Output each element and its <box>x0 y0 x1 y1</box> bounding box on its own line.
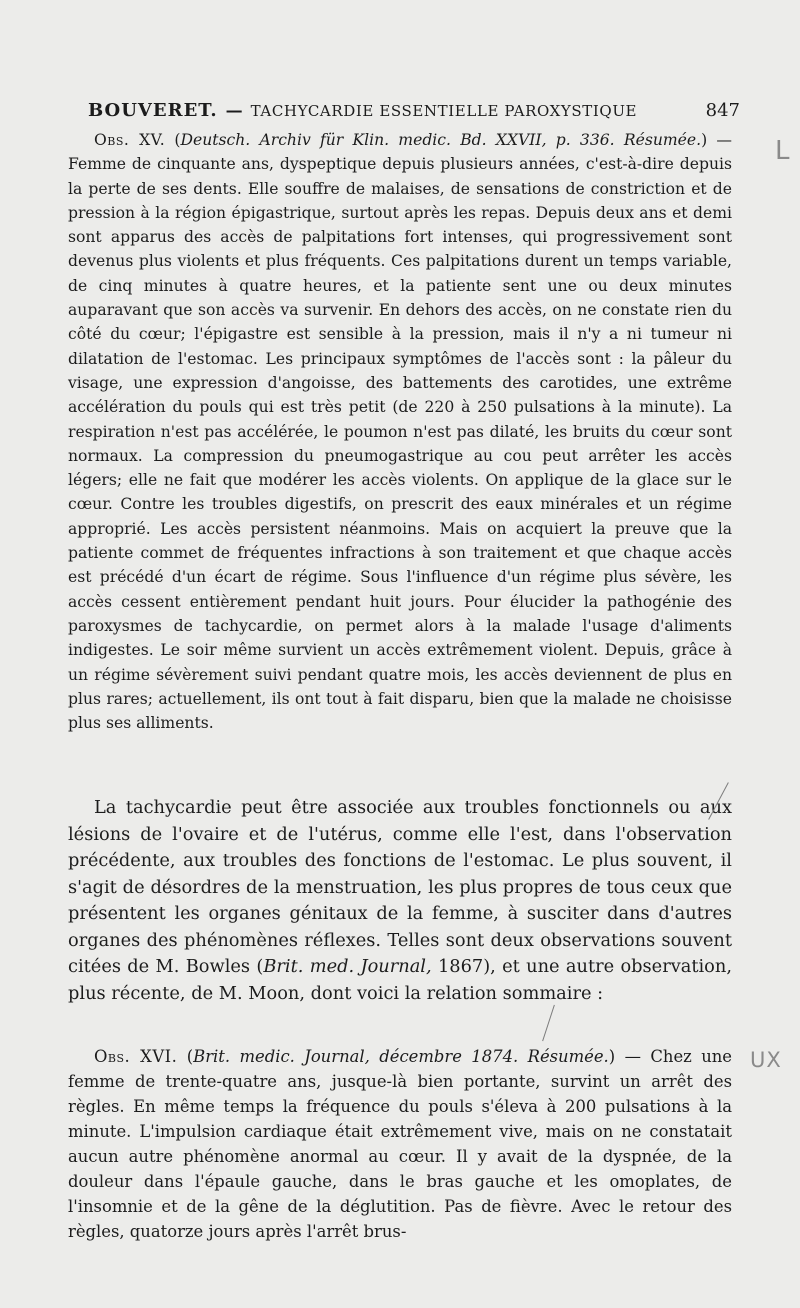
paragraph-text-after: 1867), et une autre observation, plus récente, de M. Moon, dont voici la relation sommaire : <box>68 956 732 1004</box>
author-name: BOUVERET. <box>88 100 218 121</box>
source-close-paren: ) <box>608 1047 616 1066</box>
source-open-paren: ( <box>174 131 181 149</box>
running-head <box>88 100 740 122</box>
observation-text: — Femme de cinquante ans, dyspeptique depuis plusieurs années, c'est-à-dire depuis la perte de ses dents. Elle souffre de malaises, de sensations de constriction et de pression à la région épigastrique, surtout après les repas. Depuis deux ans et demi sont apparus des accès de palpitations fort intenses, qui progressivement sont devenus plus violents et plus fréquents. Ces palpitations durent un temps variable, de cinq minutes à quatre heures, et la patiente sent une ou deux minutes auparavant que son accès va survenir. En dehors des accès, on ne constate rien du côté du cœur; l'épigastre est sensible à la pression, mais il n'y a ni tumeur ni dilatation de l'estomac. Les principaux symptômes de l'accès sont : la pâleur du visage, une expression d'angoisse, des battements des carotides, une extrême accélération du pouls qui est très petit (de 220 à 250 pulsations à la minute). La respiration n'est pas accélérée, le poumon n'est pas dilaté, les bruits du cœur sont normaux. La compression du pneumogastrique au cou peut arrêter les accès légers; elle ne fait que modérer les accès violents. On applique de la glace sur le cœur. Contre les troubles digestifs, on prescrit des eaux minérales et un régime approprié. Les accès persistent néanmoins. Mais on acquiert la preuve que la patiente commet de fréquentes infractions à son traitement et que chaque accès est précédé d'un écart de régime. Sous l'influence d'un régime plus sévère, les accès cessent entièrement pendant huit jours. Pour élucider la pathogénie des paroxysmes de tachycardie, on permet alors à la malade l'usage d'aliments indigestes. Le soir même survient un accès extrêmement violent. Depuis, grâce à un régime sévèrement suivi pendant quatre mois, les accès deviennent de plus en plus rares; actuellement, ils ont tout à fait disparu, bien que la malade ne choisisse plus ses alliments. <box>68 131 732 733</box>
source-open-paren: ( <box>186 1047 194 1066</box>
paragraph-text-before: La tachycardie peut être associée aux troubles fonctionnels ou aux lésions de l'ovaire et de l'utérus, comme elle l'est, dans l'observation précédente, aux troubles des fonctions de l'estomac. Le plus souvent, il s'agit de désordres de la menstruation, les plus propres de tous ceux que présentent les organes génitaux de la femme, à susciter dans d'autres organes des phénomènes réflexes. Telles sont deux observations souvent citées de M. Bowles ( <box>68 797 732 977</box>
main-paragraph <box>68 795 732 1007</box>
source-close-paren: ) <box>701 131 708 149</box>
observation-15 <box>68 128 732 735</box>
page-number: 847 <box>705 100 740 121</box>
chapter-title: TACHYCARDIE ESSENTIELLE PAROXYSTIQUE <box>250 102 638 120</box>
observation-label: Obs. XV. <box>94 131 166 149</box>
observation-source: Deutsch. Archiv für Klin. medic. Bd. XXVII, p. 336. Résumée. <box>180 131 702 149</box>
pencil-check-mark-icon <box>542 1005 555 1041</box>
margin-pencil-mark-icon: L <box>775 136 790 166</box>
observation-16 <box>68 1044 732 1244</box>
observation-text: — Chez une femme de trente-quatre ans, jusque-là bien portante, survint un arrêt des règles. En même temps la fréquence du pouls s'éleva à 200 pulsations à la minute. L'impulsion cardiaque était extrêmement vive, mais on ne constatait aucun autre phénomène anormal au cœur. Il y avait de la dyspnée, de la douleur dans l'épaule gauche, dans le bras gauche et les omoplates, de l'insomnie et de la gêne de la déglutition. Pas de fièvre. Avec le retour des règles, quatorze jours après l'arrêt brus- <box>68 1047 733 1241</box>
head-separator: — <box>225 101 243 121</box>
observation-source: Brit. medic. Journal, décembre 1874. Résumée. <box>193 1047 609 1066</box>
observation-label: Obs. XVI. <box>94 1047 178 1066</box>
margin-pencil-note: UX <box>750 1048 782 1072</box>
paragraph-citation: Brit. med. Journal, <box>263 956 432 977</box>
